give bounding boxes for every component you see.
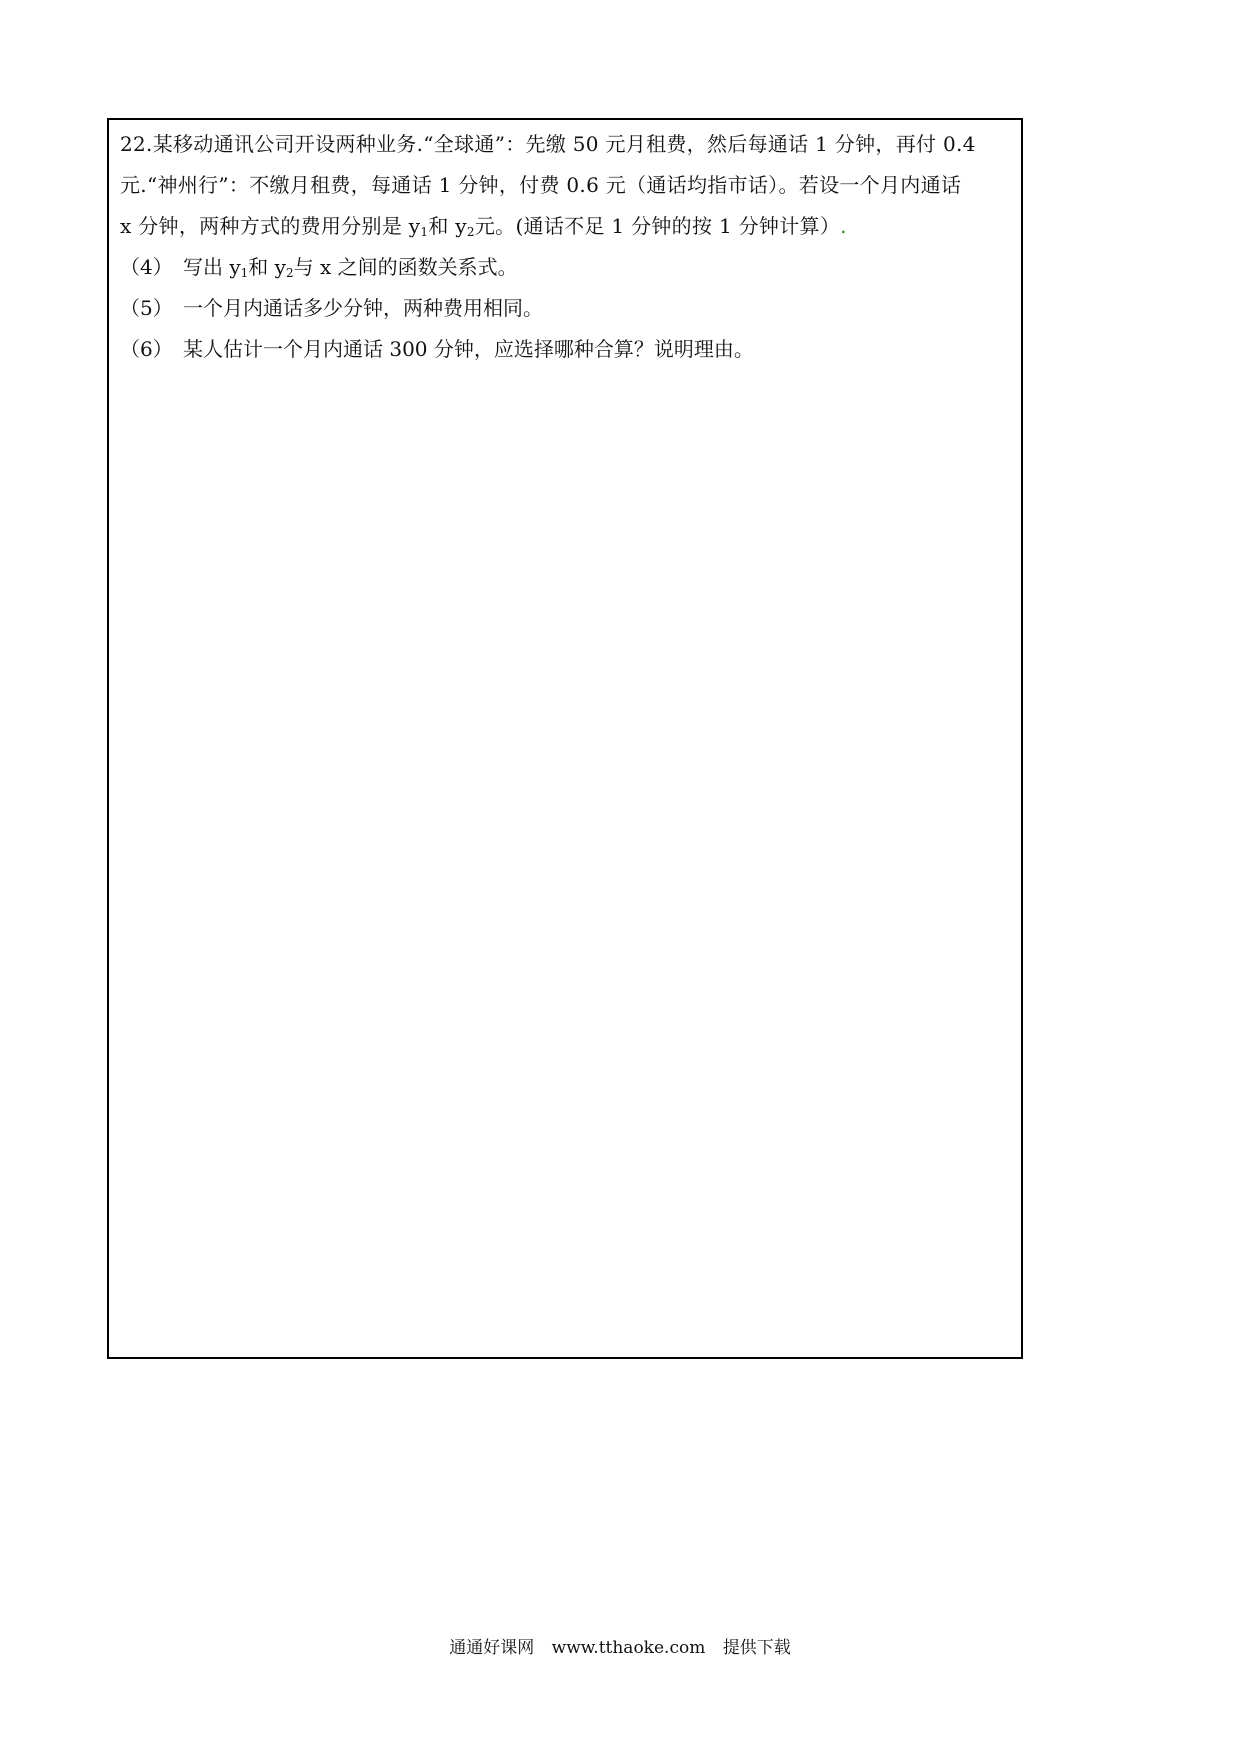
sub-question-5 [120, 288, 1020, 329]
sub-question-text [183, 247, 518, 288]
answer-box [107, 118, 1023, 1359]
sub-question-text-part-b: 和 y [248, 255, 286, 279]
sub-question-4 [120, 247, 1020, 288]
sub-question-text: 某人估计一个月内通话 300 分钟，应选择哪种合算？说明理由。 [183, 337, 754, 361]
problem-line-1: 22.某移动通讯公司开设两种业务.“全球通”：先缴 50 元月租费，然后每通话 1 分钟，再付 0.4 [120, 132, 976, 156]
subscript-2: 2 [285, 266, 294, 280]
sub-question-text-part-a: 写出 y [183, 255, 241, 279]
sub-question-text: 一个月内通话多少分钟，两种费用相同。 [183, 296, 543, 320]
sub-question-6 [120, 329, 1020, 370]
sub-question-text-part-c: 与 x 之间的函数关系式。 [293, 255, 518, 279]
subscript-1: 1 [240, 266, 249, 280]
subscript-2: 2 [466, 225, 475, 239]
problem-line-3 [120, 206, 1020, 247]
problem-text [120, 124, 1020, 370]
problem-line-3-part-a: x 分钟，两种方式的费用分别是 y [120, 214, 421, 238]
page-footer [0, 1633, 1240, 1658]
sub-question-number: （5） [120, 296, 173, 320]
footer-url: www.tthaoke.com [551, 1638, 706, 1658]
subscript-1: 1 [420, 225, 429, 239]
footer-tagline: 提供下载 [722, 1638, 791, 1658]
problem-line-2: 元.“神州行”：不缴月租费，每通话 1 分钟，付费 0.6 元（通话均指市话）。若设一个月内通话 [120, 173, 962, 197]
footer-site-name: 通通好课网 [449, 1638, 535, 1658]
green-dot-mark: . [840, 214, 847, 238]
sub-question-number: （4） [120, 255, 173, 279]
problem-line-3-part-c: 元。(通话不足 1 分钟的按 1 分钟计算） [474, 214, 841, 238]
sub-question-number: （6） [120, 337, 173, 361]
problem-line-3-part-b: 和 y [428, 214, 467, 238]
